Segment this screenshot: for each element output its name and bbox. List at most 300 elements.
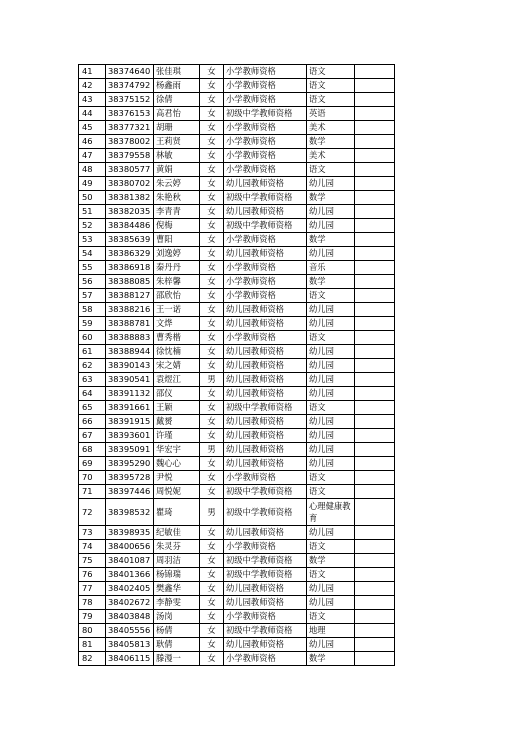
gender: 女 (200, 163, 224, 177)
row-number: 62 (79, 359, 106, 373)
blank-cell (355, 233, 395, 247)
table-row (79, 261, 395, 275)
blank-cell (355, 652, 395, 666)
candidate-name: 瞿琦 (154, 499, 200, 526)
candidate-name: 秦丹丹 (154, 261, 200, 275)
candidate-name: 黄娟 (154, 163, 200, 177)
candidate-id: 38393601 (106, 429, 154, 443)
qualification-type: 小学教师资格 (224, 79, 307, 93)
row-number: 76 (79, 568, 106, 582)
row-number: 80 (79, 624, 106, 638)
qualification-type: 初级中学教师资格 (224, 554, 307, 568)
subject: 语文 (307, 471, 355, 485)
table-row (79, 596, 395, 610)
row-number: 60 (79, 331, 106, 345)
row-number: 50 (79, 191, 106, 205)
blank-cell (355, 471, 395, 485)
qualification-type: 小学教师资格 (224, 540, 307, 554)
candidate-id: 38395091 (106, 443, 154, 457)
table-row (79, 582, 395, 596)
row-number: 52 (79, 219, 106, 233)
gender: 女 (200, 261, 224, 275)
candidate-name: 文烨 (154, 317, 200, 331)
candidate-name: 李青青 (154, 205, 200, 219)
blank-cell (355, 401, 395, 415)
table-row (79, 107, 395, 121)
row-number: 48 (79, 163, 106, 177)
candidate-name: 许瑾 (154, 429, 200, 443)
candidate-id: 38391132 (106, 387, 154, 401)
row-number: 43 (79, 93, 106, 107)
table-row (79, 638, 395, 652)
subject: 幼儿园 (307, 317, 355, 331)
candidate-id: 38398935 (106, 526, 154, 540)
subject: 幼儿园 (307, 219, 355, 233)
gender: 女 (200, 638, 224, 652)
candidate-id: 38378002 (106, 135, 154, 149)
table-row (79, 149, 395, 163)
row-number: 82 (79, 652, 106, 666)
row-number: 71 (79, 485, 106, 499)
table-row (79, 443, 395, 457)
blank-cell (355, 568, 395, 582)
subject: 语文 (307, 79, 355, 93)
subject: 幼儿园 (307, 373, 355, 387)
table-row (79, 568, 395, 582)
blank-cell (355, 387, 395, 401)
row-number: 69 (79, 457, 106, 471)
candidate-id: 38380702 (106, 177, 154, 191)
qualification-type: 小学教师资格 (224, 289, 307, 303)
blank-cell (355, 457, 395, 471)
gender: 女 (200, 624, 224, 638)
gender: 女 (200, 401, 224, 415)
candidate-id: 38391915 (106, 415, 154, 429)
table-row (79, 457, 395, 471)
gender: 男 (200, 373, 224, 387)
qualification-type: 小学教师资格 (224, 471, 307, 485)
subject: 幼儿园 (307, 359, 355, 373)
candidate-id: 38405556 (106, 624, 154, 638)
blank-cell (355, 107, 395, 121)
blank-cell (355, 373, 395, 387)
qualification-type: 幼儿园教师资格 (224, 247, 307, 261)
candidate-id: 38386329 (106, 247, 154, 261)
blank-cell (355, 303, 395, 317)
qualification-type: 幼儿园教师资格 (224, 205, 307, 219)
qualification-type: 初级中学教师资格 (224, 568, 307, 582)
gender: 女 (200, 429, 224, 443)
table-row (79, 387, 395, 401)
blank-cell (355, 163, 395, 177)
candidate-name: 魏心心 (154, 457, 200, 471)
candidate-id: 38395290 (106, 457, 154, 471)
gender: 女 (200, 485, 224, 499)
gender: 女 (200, 345, 224, 359)
qualification-type: 幼儿园教师资格 (224, 638, 307, 652)
gender: 女 (200, 317, 224, 331)
candidate-name: 朱云婷 (154, 177, 200, 191)
gender: 女 (200, 191, 224, 205)
subject: 数学 (307, 135, 355, 149)
blank-cell (355, 526, 395, 540)
qualification-type: 幼儿园教师资格 (224, 373, 307, 387)
subject: 幼儿园 (307, 596, 355, 610)
qualification-type: 幼儿园教师资格 (224, 596, 307, 610)
gender: 女 (200, 107, 224, 121)
blank-cell (355, 219, 395, 233)
blank-cell (355, 540, 395, 554)
row-number: 47 (79, 149, 106, 163)
candidate-name: 高君怡 (154, 107, 200, 121)
table-row (79, 191, 395, 205)
table-row (79, 135, 395, 149)
row-number: 46 (79, 135, 106, 149)
gender: 女 (200, 457, 224, 471)
row-number: 81 (79, 638, 106, 652)
row-number: 59 (79, 317, 106, 331)
candidate-name: 李静雯 (154, 596, 200, 610)
blank-cell (355, 415, 395, 429)
candidate-name: 杨鑫雨 (154, 79, 200, 93)
subject: 美术 (307, 121, 355, 135)
subject: 音乐 (307, 261, 355, 275)
table-row (79, 499, 395, 526)
row-number: 54 (79, 247, 106, 261)
gender: 男 (200, 443, 224, 457)
subject: 数学 (307, 652, 355, 666)
qualification-type: 幼儿园教师资格 (224, 443, 307, 457)
candidate-name: 邵欣怡 (154, 289, 200, 303)
subject: 地理 (307, 624, 355, 638)
candidate-id: 38388216 (106, 303, 154, 317)
gender: 女 (200, 93, 224, 107)
candidate-name: 王莉贤 (154, 135, 200, 149)
candidate-id: 38385639 (106, 233, 154, 247)
table-row (79, 526, 395, 540)
blank-cell (355, 582, 395, 596)
candidate-name: 朱灵芬 (154, 540, 200, 554)
subject: 语文 (307, 331, 355, 345)
gender: 女 (200, 303, 224, 317)
candidate-id: 38386918 (106, 261, 154, 275)
row-number: 74 (79, 540, 106, 554)
candidate-name: 宋之婧 (154, 359, 200, 373)
qualification-type: 幼儿园教师资格 (224, 317, 307, 331)
candidate-id: 38388944 (106, 345, 154, 359)
subject: 幼儿园 (307, 247, 355, 261)
qualification-type: 小学教师资格 (224, 331, 307, 345)
gender: 女 (200, 177, 224, 191)
row-number: 75 (79, 554, 106, 568)
subject: 幼儿园 (307, 443, 355, 457)
qualification-type: 小学教师资格 (224, 610, 307, 624)
table-row (79, 471, 395, 485)
row-number: 78 (79, 596, 106, 610)
candidate-id: 38400656 (106, 540, 154, 554)
qualification-type: 初级中学教师资格 (224, 499, 307, 526)
candidate-id: 38384486 (106, 219, 154, 233)
gender: 女 (200, 219, 224, 233)
row-number: 55 (79, 261, 106, 275)
candidate-name: 杨倩 (154, 624, 200, 638)
row-number: 58 (79, 303, 106, 317)
gender: 女 (200, 359, 224, 373)
candidate-name: 袁煜江 (154, 373, 200, 387)
qualification-type: 初级中学教师资格 (224, 219, 307, 233)
qualification-type: 幼儿园教师资格 (224, 345, 307, 359)
blank-cell (355, 485, 395, 499)
gender: 女 (200, 415, 224, 429)
gender: 女 (200, 205, 224, 219)
qualification-type: 小学教师资格 (224, 233, 307, 247)
gender: 女 (200, 568, 224, 582)
candidate-name: 胡珊 (154, 121, 200, 135)
candidate-id: 38395728 (106, 471, 154, 485)
qualification-type: 小学教师资格 (224, 149, 307, 163)
blank-cell (355, 317, 395, 331)
candidate-name: 戴赟 (154, 415, 200, 429)
candidate-name: 樊鑫华 (154, 582, 200, 596)
row-number: 66 (79, 415, 106, 429)
row-number: 68 (79, 443, 106, 457)
table-row (79, 79, 395, 93)
qualification-type: 幼儿园教师资格 (224, 582, 307, 596)
subject: 语文 (307, 401, 355, 415)
table-row (79, 121, 395, 135)
qualification-type: 初级中学教师资格 (224, 107, 307, 121)
blank-cell (355, 624, 395, 638)
candidate-table (78, 64, 395, 666)
blank-cell (355, 275, 395, 289)
table-row (79, 317, 395, 331)
subject: 幼儿园 (307, 387, 355, 401)
candidate-name: 华宏宇 (154, 443, 200, 457)
gender: 女 (200, 79, 224, 93)
candidate-name: 汤岗 (154, 610, 200, 624)
blank-cell (355, 596, 395, 610)
subject: 幼儿园 (307, 457, 355, 471)
qualification-type: 幼儿园教师资格 (224, 177, 307, 191)
subject: 数学 (307, 233, 355, 247)
blank-cell (355, 205, 395, 219)
row-number: 64 (79, 387, 106, 401)
candidate-id: 38405813 (106, 638, 154, 652)
blank-cell (355, 554, 395, 568)
blank-cell (355, 93, 395, 107)
candidate-id: 38402405 (106, 582, 154, 596)
row-number: 67 (79, 429, 106, 443)
candidate-id: 38388085 (106, 275, 154, 289)
subject: 语文 (307, 289, 355, 303)
gender: 女 (200, 135, 224, 149)
qualification-type: 小学教师资格 (224, 261, 307, 275)
blank-cell (355, 261, 395, 275)
table-row (79, 624, 395, 638)
subject: 数学 (307, 191, 355, 205)
subject: 数学 (307, 554, 355, 568)
subject: 幼儿园 (307, 345, 355, 359)
candidate-name: 曹秀楷 (154, 331, 200, 345)
row-number: 61 (79, 345, 106, 359)
qualification-type: 初级中学教师资格 (224, 401, 307, 415)
blank-cell (355, 359, 395, 373)
candidate-name: 邵仪 (154, 387, 200, 401)
row-number: 70 (79, 471, 106, 485)
row-number: 56 (79, 275, 106, 289)
subject: 语文 (307, 485, 355, 499)
subject: 语文 (307, 65, 355, 79)
candidate-name: 朱梓馨 (154, 275, 200, 289)
table-row (79, 429, 395, 443)
row-number: 44 (79, 107, 106, 121)
blank-cell (355, 289, 395, 303)
subject: 幼儿园 (307, 415, 355, 429)
blank-cell (355, 149, 395, 163)
candidate-id: 38401366 (106, 568, 154, 582)
table-row (79, 610, 395, 624)
blank-cell (355, 443, 395, 457)
subject: 英语 (307, 107, 355, 121)
candidate-name: 耿倩 (154, 638, 200, 652)
blank-cell (355, 247, 395, 261)
qualification-type: 初级中学教师资格 (224, 191, 307, 205)
row-number: 63 (79, 373, 106, 387)
candidate-id: 38374640 (106, 65, 154, 79)
qualification-type: 小学教师资格 (224, 163, 307, 177)
gender: 女 (200, 471, 224, 485)
subject: 幼儿园 (307, 303, 355, 317)
subject: 幼儿园 (307, 429, 355, 443)
candidate-name: 周悦妮 (154, 485, 200, 499)
table-row (79, 93, 395, 107)
subject: 语文 (307, 540, 355, 554)
table-row (79, 415, 395, 429)
table-row (79, 289, 395, 303)
gender: 女 (200, 596, 224, 610)
table-row (79, 65, 395, 79)
candidate-name: 朱艳秋 (154, 191, 200, 205)
gender: 女 (200, 275, 224, 289)
blank-cell (355, 331, 395, 345)
gender: 女 (200, 554, 224, 568)
subject: 幼儿园 (307, 177, 355, 191)
row-number: 42 (79, 79, 106, 93)
gender: 女 (200, 387, 224, 401)
subject: 语文 (307, 610, 355, 624)
table-row (79, 177, 395, 191)
blank-cell (355, 135, 395, 149)
candidate-name: 曹阳 (154, 233, 200, 247)
row-number: 53 (79, 233, 106, 247)
subject: 幼儿园 (307, 638, 355, 652)
qualification-type: 幼儿园教师资格 (224, 415, 307, 429)
qualification-type: 小学教师资格 (224, 65, 307, 79)
blank-cell (355, 191, 395, 205)
candidate-id: 38391661 (106, 401, 154, 415)
gender: 女 (200, 233, 224, 247)
candidate-id: 38377321 (106, 121, 154, 135)
gender: 女 (200, 526, 224, 540)
gender: 女 (200, 121, 224, 135)
candidate-id: 38397446 (106, 485, 154, 499)
candidate-name: 杨锦瑞 (154, 568, 200, 582)
gender: 女 (200, 247, 224, 261)
table-row (79, 485, 395, 499)
qualification-type: 幼儿园教师资格 (224, 359, 307, 373)
table-row (79, 652, 395, 666)
blank-cell (355, 345, 395, 359)
table-row (79, 401, 395, 415)
subject: 美术 (307, 149, 355, 163)
blank-cell (355, 499, 395, 526)
candidate-name: 徐忱楠 (154, 345, 200, 359)
subject: 语文 (307, 93, 355, 107)
table-row (79, 373, 395, 387)
row-number: 41 (79, 65, 106, 79)
qualification-type: 小学教师资格 (224, 275, 307, 289)
table-row (79, 205, 395, 219)
table-row (79, 303, 395, 317)
gender: 女 (200, 331, 224, 345)
table-row (79, 554, 395, 568)
table-row (79, 163, 395, 177)
candidate-name: 周羽洁 (154, 554, 200, 568)
candidate-name: 倪梅 (154, 219, 200, 233)
row-number: 73 (79, 526, 106, 540)
candidate-name: 纪敏佳 (154, 526, 200, 540)
candidate-id: 38406115 (106, 652, 154, 666)
blank-cell (355, 610, 395, 624)
row-number: 51 (79, 205, 106, 219)
qualification-type: 幼儿园教师资格 (224, 429, 307, 443)
gender: 女 (200, 582, 224, 596)
candidate-id: 38390143 (106, 359, 154, 373)
row-number: 65 (79, 401, 106, 415)
subject: 心理健康教育 (307, 499, 355, 526)
qualification-type: 小学教师资格 (224, 135, 307, 149)
candidate-id: 38388781 (106, 317, 154, 331)
blank-cell (355, 121, 395, 135)
candidate-name: 滕漫一 (154, 652, 200, 666)
candidate-name: 王颖 (154, 401, 200, 415)
candidate-name: 张佳琪 (154, 65, 200, 79)
qualification-type: 小学教师资格 (224, 652, 307, 666)
table-row (79, 345, 395, 359)
table-row (79, 359, 395, 373)
qualification-type: 幼儿园教师资格 (224, 303, 307, 317)
table-row (79, 219, 395, 233)
candidate-id: 38403848 (106, 610, 154, 624)
candidate-name: 林敏 (154, 149, 200, 163)
candidate-id: 38388883 (106, 331, 154, 345)
table-body (79, 65, 395, 666)
row-number: 77 (79, 582, 106, 596)
qualification-type: 初级中学教师资格 (224, 485, 307, 499)
row-number: 57 (79, 289, 106, 303)
candidate-id: 38379558 (106, 149, 154, 163)
candidate-name: 尹悦 (154, 471, 200, 485)
blank-cell (355, 429, 395, 443)
table-row (79, 233, 395, 247)
gender: 女 (200, 149, 224, 163)
table-row (79, 540, 395, 554)
candidate-name: 刘逸婷 (154, 247, 200, 261)
gender: 女 (200, 652, 224, 666)
gender: 女 (200, 65, 224, 79)
subject: 数学 (307, 275, 355, 289)
table-row (79, 247, 395, 261)
